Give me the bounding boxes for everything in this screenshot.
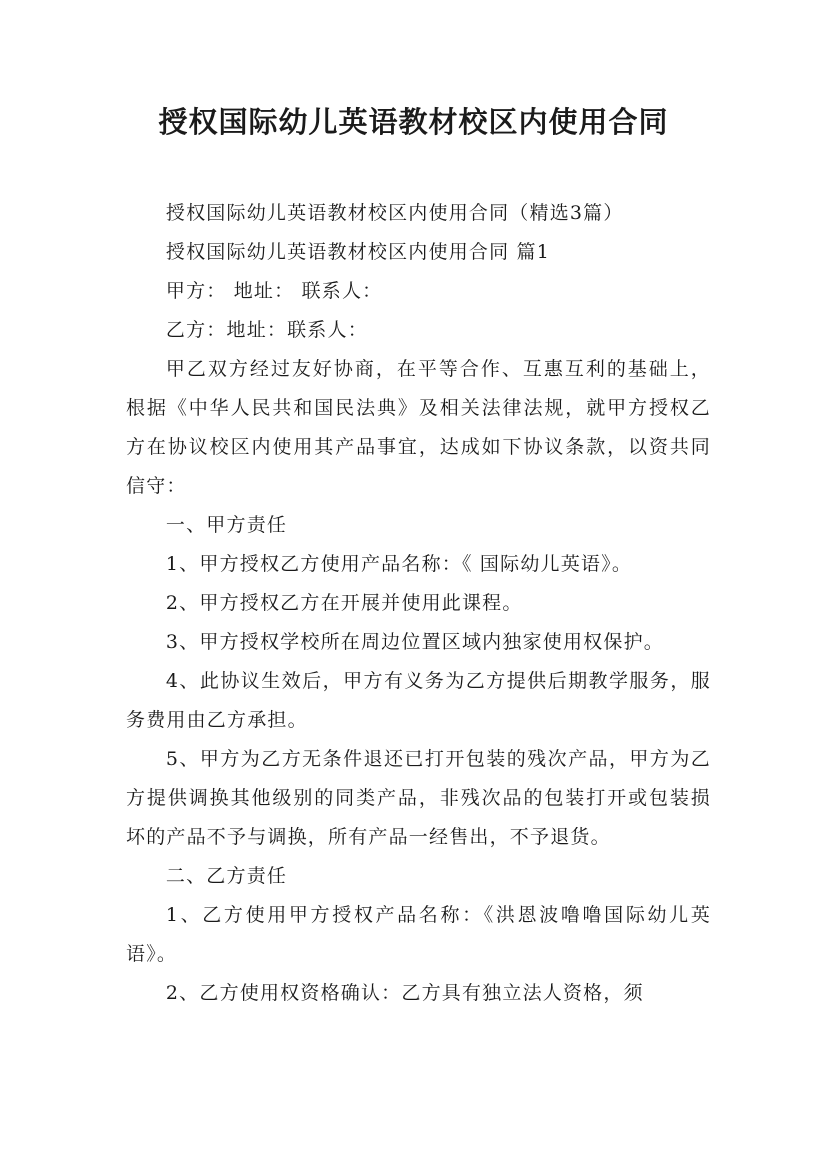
paragraph-a-clause-4: 4、此协议生效后，甲方有义务为乙方提供后期教学服务，服务费用由乙方承担。 — [126, 670, 711, 731]
paragraph-heading-party-b-duties: 二、乙方责任 — [165, 865, 288, 887]
paragraph-a-clause-1: 1、甲方授权乙方使用产品名称：《 国际幼儿英语》。 — [165, 553, 633, 575]
document-title: 授权国际幼儿英语教材校区内使用合同 — [158, 105, 669, 139]
paragraph-b-clause-1: 1、乙方使用甲方授权产品名称：《洪恩波噜噜国际幼儿英语》。 — [126, 904, 711, 965]
document-body — [126, 194, 711, 1013]
paragraph-heading-party-a-duties: 一、甲方责任 — [165, 514, 288, 536]
paragraph-a-clause-3: 3、甲方授权学校所在周边位置区域内独家使用权保护。 — [165, 631, 664, 653]
paragraph-a-clause-5: 5、甲方为乙方无条件退还已打开包装的残次产品，甲方为乙方提供调换其他级别的同类产品，非残次品的包装打开或包装损坏的产品不予与调换，所有产品一经售出，不予退货。 — [126, 748, 711, 848]
paragraph-party-b: 乙方：地址：联系人： — [165, 319, 368, 341]
paragraph-a-clause-2: 2、甲方授权乙方在开展并使用此课程。 — [165, 592, 523, 614]
paragraph-preamble: 甲乙双方经过友好协商，在平等合作、互惠互利的基础上，根据《中华人民共和国民法典》及相关法律法规，就甲方授权乙方在协议校区内使用其产品事宜，达成如下协议条款，以资共同信守： — [126, 358, 711, 497]
paragraph-b-clause-2: 2、乙方使用权资格确认：乙方具有独立法人资格，须 — [165, 982, 644, 1004]
paragraph-section-heading: 授权国际幼儿英语教材校区内使用合同 篇1 — [165, 241, 551, 263]
paragraph-subtitle: 授权国际幼儿英语教材校区内使用合同（精选3篇） — [165, 202, 624, 224]
paragraph-party-a: 甲方： 地址： 联系人： — [165, 280, 383, 302]
